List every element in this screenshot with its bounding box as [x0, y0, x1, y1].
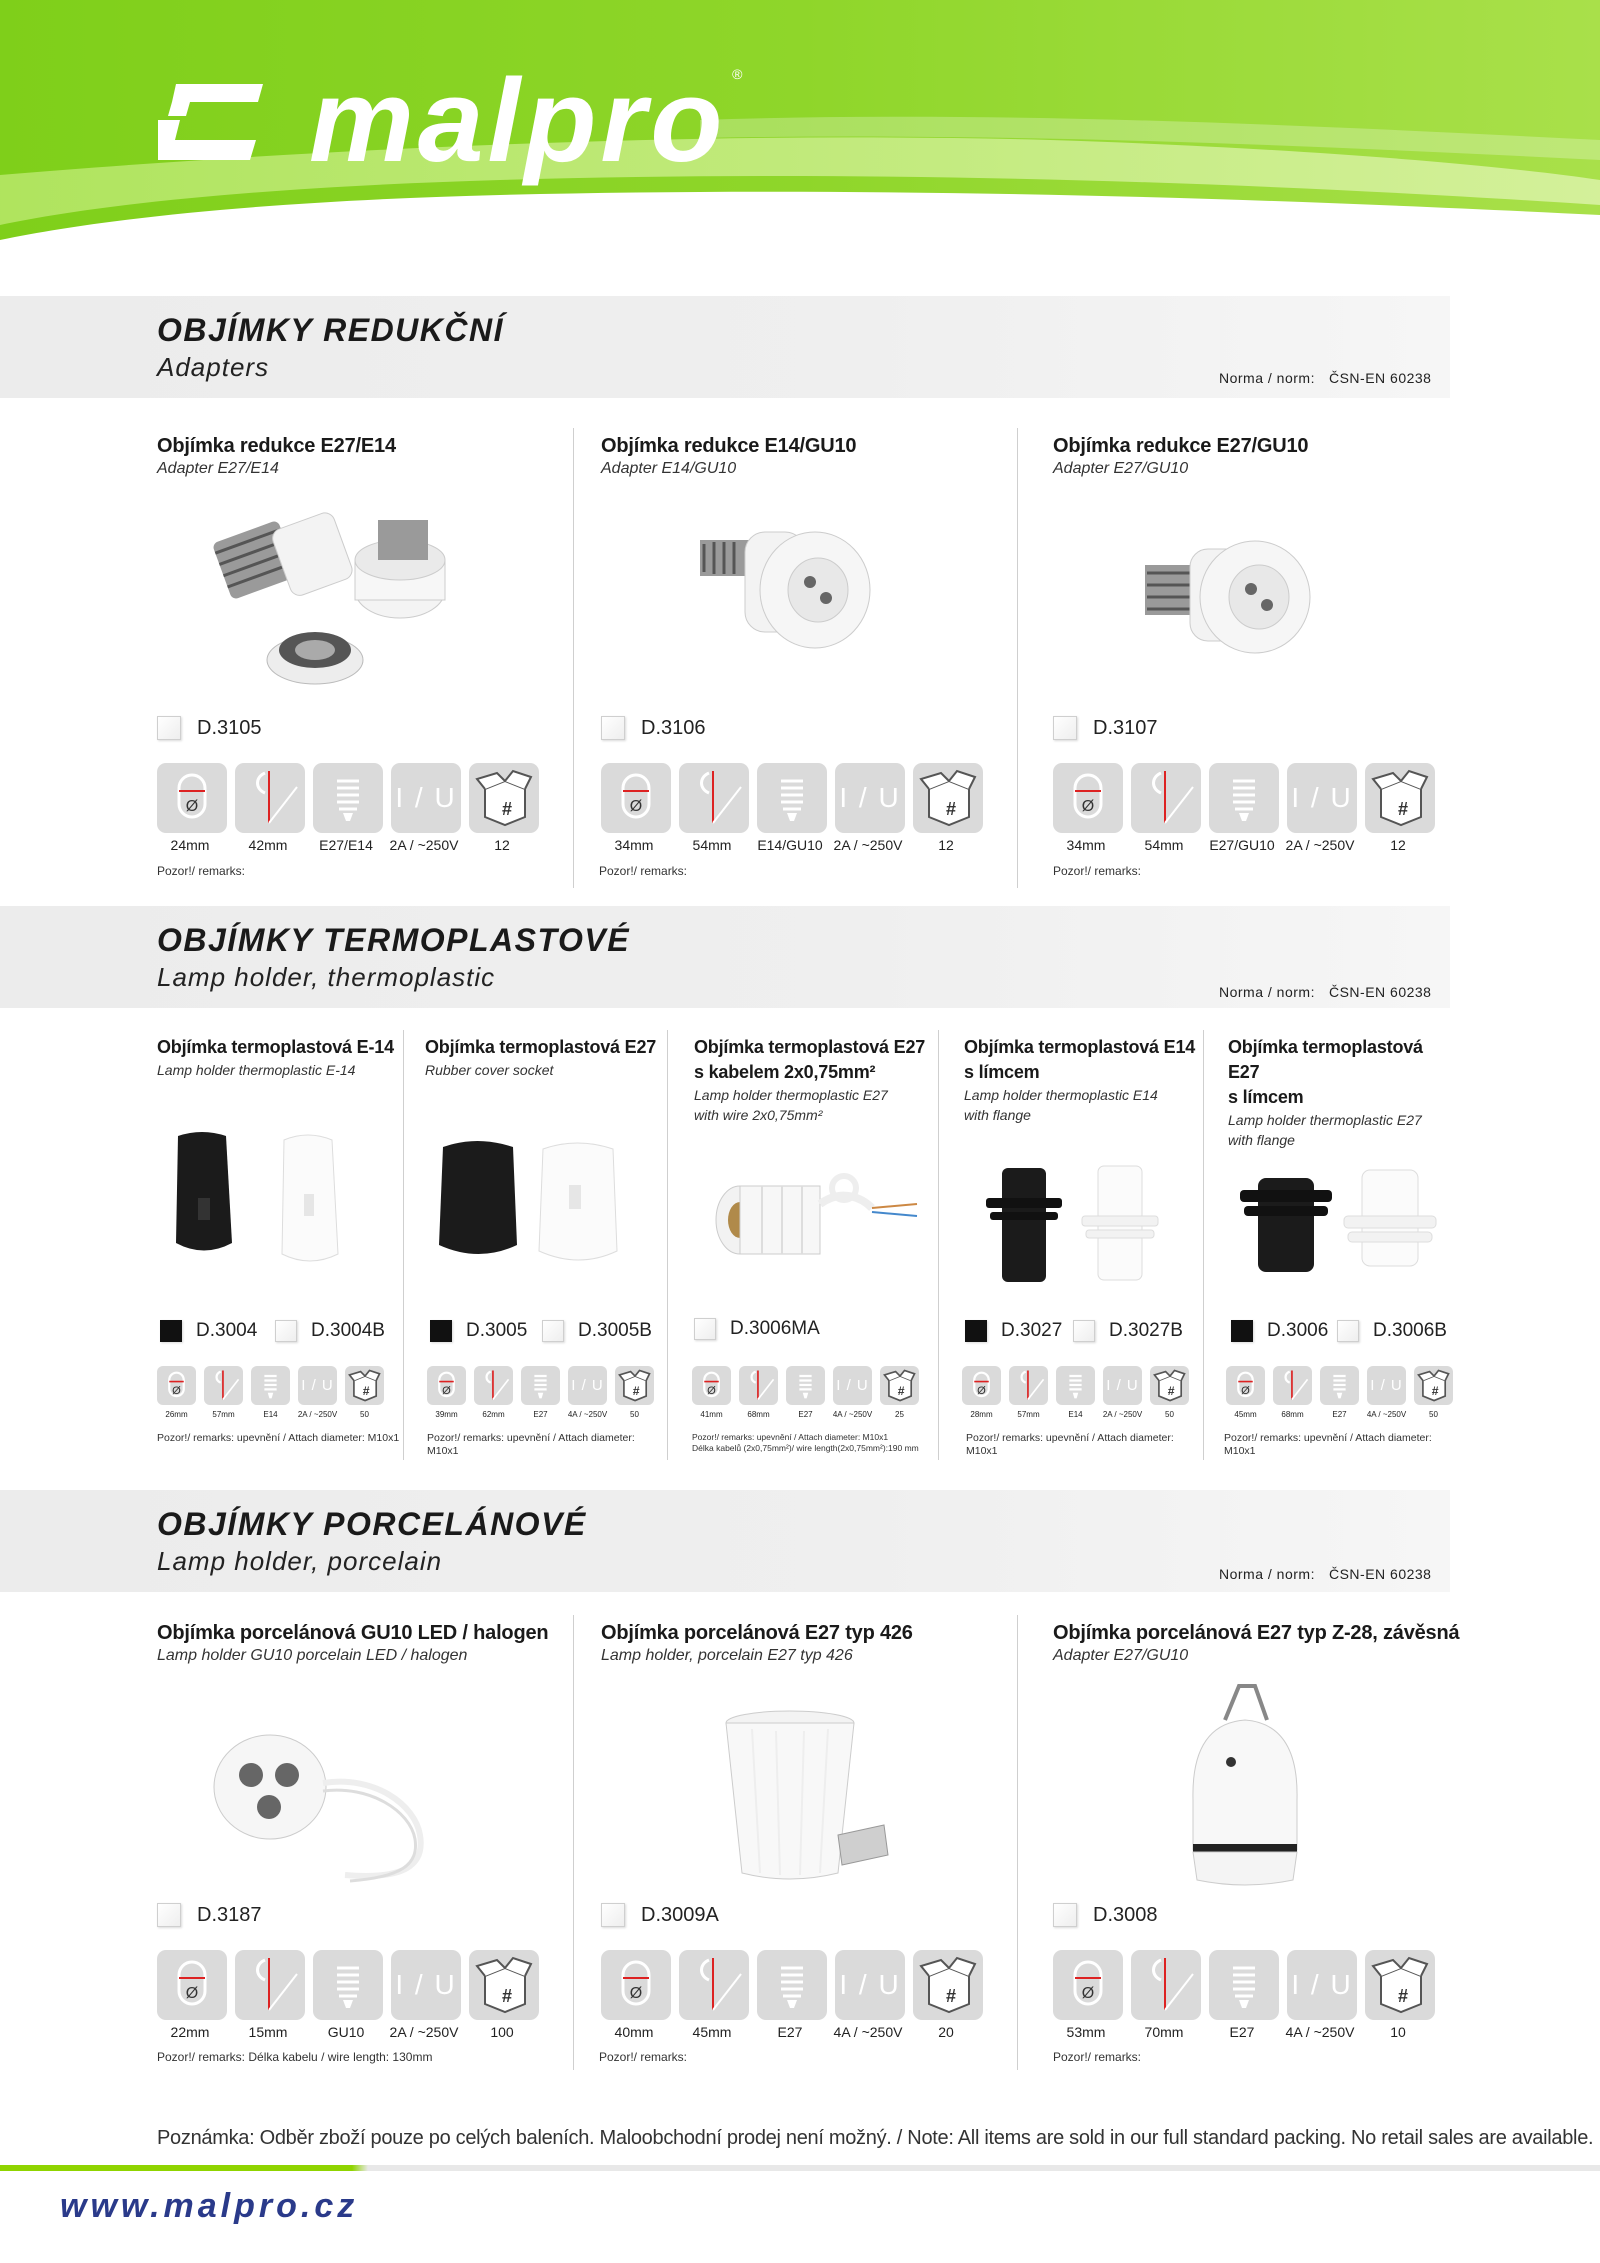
diameter-icon [157, 1950, 227, 2020]
column-divider [1017, 1615, 1018, 2070]
height-icon [679, 1950, 749, 2020]
lamp-holder-e27-image [437, 1135, 627, 1270]
current-voltage-icon: I / U [835, 1950, 905, 2020]
lamp-holder-with-wire-image [712, 1168, 927, 1268]
remarks: Pozor!/ remarks: [599, 864, 688, 878]
product-subtitle: Lamp holder thermoplastic E27 [1228, 1112, 1422, 1128]
registered-mark: ® [732, 66, 743, 82]
product-code-black: D.3006 [1231, 1320, 1328, 1342]
thread-icon [1209, 1950, 1279, 2020]
spec-values: 40mm 45mm E27 4A / ~250V 20 [614, 2024, 954, 2040]
package-count-icon [1365, 763, 1435, 833]
product-d3006 [1228, 1035, 1458, 1150]
product-subtitle: Lamp holder thermoplastic E14 [964, 1087, 1158, 1103]
logo-text: malpro [309, 55, 727, 187]
section-title: OBJÍMKY PORCELÁNOVÉ [157, 1506, 587, 1542]
remarks: Pozor!/ remarks: upevnění / Attach diameter: M10x1 Délka kabelů (2x0,75mm²)/ wire length(2x0,75mm²):190 mm [692, 1432, 919, 1453]
thread-icon [1056, 1366, 1095, 1405]
current-voltage-icon: I / U [1103, 1366, 1142, 1405]
spec-icons [427, 1366, 662, 1405]
svg-text:#: # [1397, 799, 1409, 819]
color-swatch-white [1053, 1903, 1077, 1927]
height-icon [1131, 763, 1201, 833]
product-subtitle: Lamp holder GU10 porcelain LED / halogen [157, 1647, 468, 1664]
remarks: Pozor!/ remarks: upevnění / Attach diameter: M10x1 [157, 1432, 400, 1444]
color-swatch-white [542, 1320, 564, 1342]
product-title: Objímka redukce E27/GU10 [1053, 435, 1309, 457]
adapter-e27-e14-image [200, 500, 480, 700]
product-title-line2: s límcem [964, 1062, 1040, 1082]
product-subtitle: Lamp holder thermoplastic E-14 [157, 1062, 356, 1078]
current-voltage-icon: I / U [391, 1950, 461, 2020]
color-swatch-white [157, 716, 181, 740]
product-d3027 [964, 1035, 1204, 1125]
current-voltage-icon: I / U [298, 1366, 337, 1405]
package-count-icon [1150, 1366, 1189, 1405]
color-swatch-white [601, 716, 625, 740]
remarks: Pozor!/ remarks: upevnění / Attach diameter: M10x1 [1224, 1432, 1432, 1457]
thread-icon [521, 1366, 560, 1405]
svg-text:Ø: Ø [1241, 1384, 1250, 1397]
spec-icons [601, 763, 991, 833]
footnote: Poznámka: Odběr zboží pouze po celých baleních. Maloobchodní prodej není možný. / Note: All items are sold in our full standard packing. No retail sales are available. [157, 2127, 1594, 2149]
package-count-icon [1414, 1366, 1453, 1405]
product-title: Objímka porcelánová E27 typ 426 [601, 1622, 913, 1644]
spec-icons [157, 1366, 392, 1405]
package-count-icon [345, 1366, 384, 1405]
product-title: Objímka termoplastová E27 [425, 1037, 657, 1057]
height-icon [474, 1366, 513, 1405]
section-title: OBJÍMKY TERMOPLASTOVÉ [157, 922, 631, 958]
product-code-black: D.3005 [430, 1320, 527, 1342]
remarks: Pozor!/ remarks: [1053, 2050, 1142, 2064]
section-title: OBJÍMKY REDUKČNÍ [157, 312, 504, 348]
svg-text:Ø: Ø [172, 1384, 181, 1397]
height-icon [235, 763, 305, 833]
svg-text:#: # [1431, 1383, 1439, 1398]
spec-values: 45mm 68mm E27 4A / ~250V 50 [1234, 1410, 1438, 1419]
diameter-icon [1053, 763, 1123, 833]
norm-label: Norma / norm: ČSN-EN 60238 [1219, 370, 1432, 386]
product-title: Objímka porcelánová E27 typ Z-28, závěsná [1053, 1622, 1460, 1644]
height-icon [1131, 1950, 1201, 2020]
product-d3004 [157, 1035, 417, 1080]
product-d3006ma [694, 1035, 934, 1125]
thread-icon [1320, 1366, 1359, 1405]
diameter-icon [157, 763, 227, 833]
current-voltage-icon: I / U [833, 1366, 872, 1405]
product-code: D.3106 [601, 716, 706, 740]
svg-text:Ø: Ø [442, 1384, 451, 1397]
adapter-e14-gu10-image [690, 520, 880, 660]
spec-icons [692, 1366, 927, 1405]
color-swatch-white [275, 1320, 297, 1342]
column-divider [403, 1030, 404, 1460]
svg-text:#: # [945, 799, 957, 819]
remarks: Pozor!/ remarks: [599, 2050, 688, 2064]
column-divider [1017, 428, 1018, 888]
svg-text:#: # [1167, 1383, 1175, 1398]
svg-text:Ø: Ø [629, 1985, 643, 2002]
color-swatch-white [601, 1903, 625, 1927]
spec-values: 34mm 54mm E14/GU10 2A / ~250V 12 [614, 837, 954, 853]
diameter-icon [962, 1366, 1001, 1405]
svg-text:#: # [362, 1383, 370, 1398]
color-swatch-white [157, 1903, 181, 1927]
product-code-white: D.3004B [275, 1320, 385, 1342]
spec-icons [1053, 763, 1443, 833]
height-icon [739, 1366, 778, 1405]
color-swatch-black [965, 1320, 987, 1342]
porcelain-gu10-holder-image [205, 1715, 475, 1890]
package-count-icon [469, 1950, 539, 2020]
svg-text:Ø: Ø [1081, 1985, 1095, 2002]
product-title-line2: s kabelem 2x0,75mm² [694, 1062, 876, 1082]
color-swatch-black [160, 1320, 182, 1342]
height-icon [1273, 1366, 1312, 1405]
product-code: D.3105 [157, 716, 262, 740]
malpro-logo [158, 55, 743, 187]
spec-icons [601, 1950, 991, 2020]
product-d3008 [1053, 1620, 1459, 1666]
svg-text:#: # [501, 799, 513, 819]
height-icon [1009, 1366, 1048, 1405]
product-title: Objímka termoplastová E27 [694, 1037, 926, 1057]
package-count-icon [880, 1366, 919, 1405]
product-code: D.3187 [157, 1903, 262, 1927]
package-count-icon [913, 763, 983, 833]
spec-icons [1053, 1950, 1443, 2020]
diameter-icon [157, 1366, 196, 1405]
product-title-line2: s límcem [1228, 1087, 1304, 1107]
product-d3187 [157, 1620, 548, 1666]
remarks: Pozor!/ remarks: upevnění / Attach diameter: M10x1 [427, 1432, 635, 1457]
thread-icon [1209, 763, 1279, 833]
height-icon [204, 1366, 243, 1405]
product-subtitle: Lamp holder thermoplastic E27 [694, 1087, 888, 1103]
package-count-icon [913, 1950, 983, 2020]
svg-text:Ø: Ø [977, 1384, 986, 1397]
spec-icons [157, 763, 547, 833]
product-subtitle: Adapter E14/GU10 [601, 460, 737, 477]
spec-values: 34mm 54mm E27/GU10 2A / ~250V 12 [1066, 837, 1406, 853]
package-count-icon [469, 763, 539, 833]
product-code-white: D.3006B [1337, 1320, 1447, 1342]
current-voltage-icon: I / U [1367, 1366, 1406, 1405]
diameter-icon [692, 1366, 731, 1405]
height-icon [235, 1950, 305, 2020]
spec-values: 53mm 70mm E27 4A / ~250V 10 [1066, 2024, 1406, 2040]
svg-text:Ø: Ø [629, 798, 643, 815]
product-code: D.3008 [1053, 1903, 1158, 1927]
product-subtitle-line2: with flange [964, 1107, 1031, 1123]
svg-text:Ø: Ø [185, 1985, 199, 2002]
diameter-icon [1053, 1950, 1123, 2020]
product-subtitle: Adapter E27/GU10 [1053, 1647, 1189, 1664]
column-divider [938, 1030, 939, 1460]
thread-icon [757, 763, 827, 833]
diameter-icon [601, 1950, 671, 2020]
spec-values: 24mm 42mm E27/E14 2A / ~250V 12 [170, 837, 510, 853]
footer-divider [0, 2165, 1600, 2171]
svg-text:#: # [897, 1383, 905, 1398]
svg-text:#: # [632, 1383, 640, 1398]
spec-icons [1226, 1366, 1461, 1405]
svg-text:Ø: Ø [1081, 798, 1095, 815]
header-banner [0, 0, 1600, 255]
spec-values: 22mm 15mm GU10 2A / ~250V 100 [170, 2024, 514, 2040]
diameter-icon [1226, 1366, 1265, 1405]
current-voltage-icon: I / U [1287, 763, 1357, 833]
product-code-white: D.3027B [1073, 1320, 1183, 1342]
lamp-holder-e27-flange-image [1236, 1162, 1441, 1277]
product-title: Objímka termoplastová E-14 [157, 1037, 394, 1057]
spec-values: 39mm 62mm E27 4A / ~250V 50 [435, 1410, 639, 1419]
product-code: D.3107 [1053, 716, 1158, 740]
diameter-icon [601, 763, 671, 833]
product-d3005 [425, 1035, 665, 1080]
section-subtitle: Lamp holder, porcelain [157, 1546, 443, 1576]
product-title: Objímka porcelánová GU10 LED / halogen [157, 1622, 549, 1644]
remarks: Pozor!/ remarks: upevnění / Attach diameter: M10x1 [966, 1432, 1174, 1457]
thread-icon [313, 763, 383, 833]
product-subtitle-line2: with wire 2x0,75mm² [694, 1107, 823, 1123]
remarks: Pozor!/ remarks: Délka kabelu / wire length: 130mm [157, 2050, 433, 2064]
current-voltage-icon: I / U [1287, 1950, 1357, 2020]
lamp-holder-e14-flange-image [980, 1162, 1175, 1287]
product-subtitle-line2: with flange [1228, 1132, 1295, 1148]
svg-text:Ø: Ø [707, 1384, 716, 1397]
norm-label: Norma / norm: ČSN-EN 60238 [1219, 984, 1432, 1000]
package-count-icon [615, 1366, 654, 1405]
section-subtitle: Lamp holder, thermoplastic [157, 962, 496, 992]
spec-icons [962, 1366, 1197, 1405]
website-link[interactable]: www.malpro.cz [60, 2187, 359, 2225]
product-subtitle: Adapter E27/E14 [157, 460, 279, 477]
thread-icon [251, 1366, 290, 1405]
spec-values: 41mm 68mm E27 4A / ~250V 25 [700, 1410, 904, 1419]
product-subtitle: Adapter E27/GU10 [1053, 460, 1189, 477]
product-title: Objímka termoplastová E14 [964, 1037, 1196, 1057]
product-d3106 [601, 433, 856, 479]
thread-icon [313, 1950, 383, 2020]
color-swatch-black [1231, 1320, 1253, 1342]
color-swatch-white [1053, 716, 1077, 740]
spec-values: 28mm 57mm E14 2A / ~250V 50 [970, 1410, 1174, 1419]
column-divider [667, 1030, 668, 1460]
spec-icons [157, 1950, 547, 2020]
remarks: Pozor!/ remarks: [1053, 864, 1142, 878]
lamp-holder-e14-image [172, 1128, 357, 1273]
color-swatch-white [694, 1318, 716, 1340]
product-d3009a [601, 1620, 913, 1666]
color-swatch-white [1073, 1320, 1095, 1342]
product-title: Objímka termoplastová E27 [1228, 1037, 1423, 1082]
svg-text:#: # [945, 1986, 957, 2006]
product-code-black: D.3027 [965, 1320, 1062, 1342]
product-title: Objímka redukce E27/E14 [157, 435, 396, 457]
package-count-icon [1365, 1950, 1435, 2020]
product-code-white: D.3005B [542, 1320, 652, 1342]
porcelain-e27-426-image [712, 1705, 892, 1885]
norm-label: Norma / norm: ČSN-EN 60238 [1219, 1566, 1432, 1582]
section-subtitle: Adapters [157, 352, 270, 382]
product-title: Objímka redukce E14/GU10 [601, 435, 857, 457]
product-subtitle: Lamp holder, porcelain E27 typ 426 [601, 1647, 853, 1664]
thread-icon [757, 1950, 827, 2020]
remarks: Pozor!/ remarks: [157, 864, 246, 878]
product-code: D.3006MA [694, 1318, 820, 1340]
thread-icon [786, 1366, 825, 1405]
color-swatch-white [1337, 1320, 1359, 1342]
product-code-black: D.3004 [160, 1320, 257, 1342]
current-voltage-icon: I / U [835, 763, 905, 833]
svg-text:#: # [501, 1986, 513, 2006]
height-icon [679, 763, 749, 833]
color-swatch-black [430, 1320, 452, 1342]
current-voltage-icon: I / U [568, 1366, 607, 1405]
product-subtitle: Rubber cover socket [425, 1062, 554, 1078]
column-divider [1203, 1030, 1204, 1460]
product-code: D.3009A [601, 1903, 719, 1927]
product-d3107 [1053, 433, 1308, 479]
column-divider [573, 428, 574, 888]
svg-text:Ø: Ø [185, 798, 199, 815]
diameter-icon [427, 1366, 466, 1405]
svg-text:#: # [1397, 1986, 1409, 2006]
product-d3105 [157, 433, 396, 479]
spec-values: 26mm 57mm E14 2A / ~250V 50 [165, 1410, 369, 1419]
current-voltage-icon: I / U [391, 763, 461, 833]
adapter-e27-gu10-image [1135, 535, 1320, 665]
logo-mark-icon [158, 80, 263, 162]
porcelain-e27-z28-image [1185, 1680, 1305, 1890]
column-divider [573, 1615, 574, 2070]
